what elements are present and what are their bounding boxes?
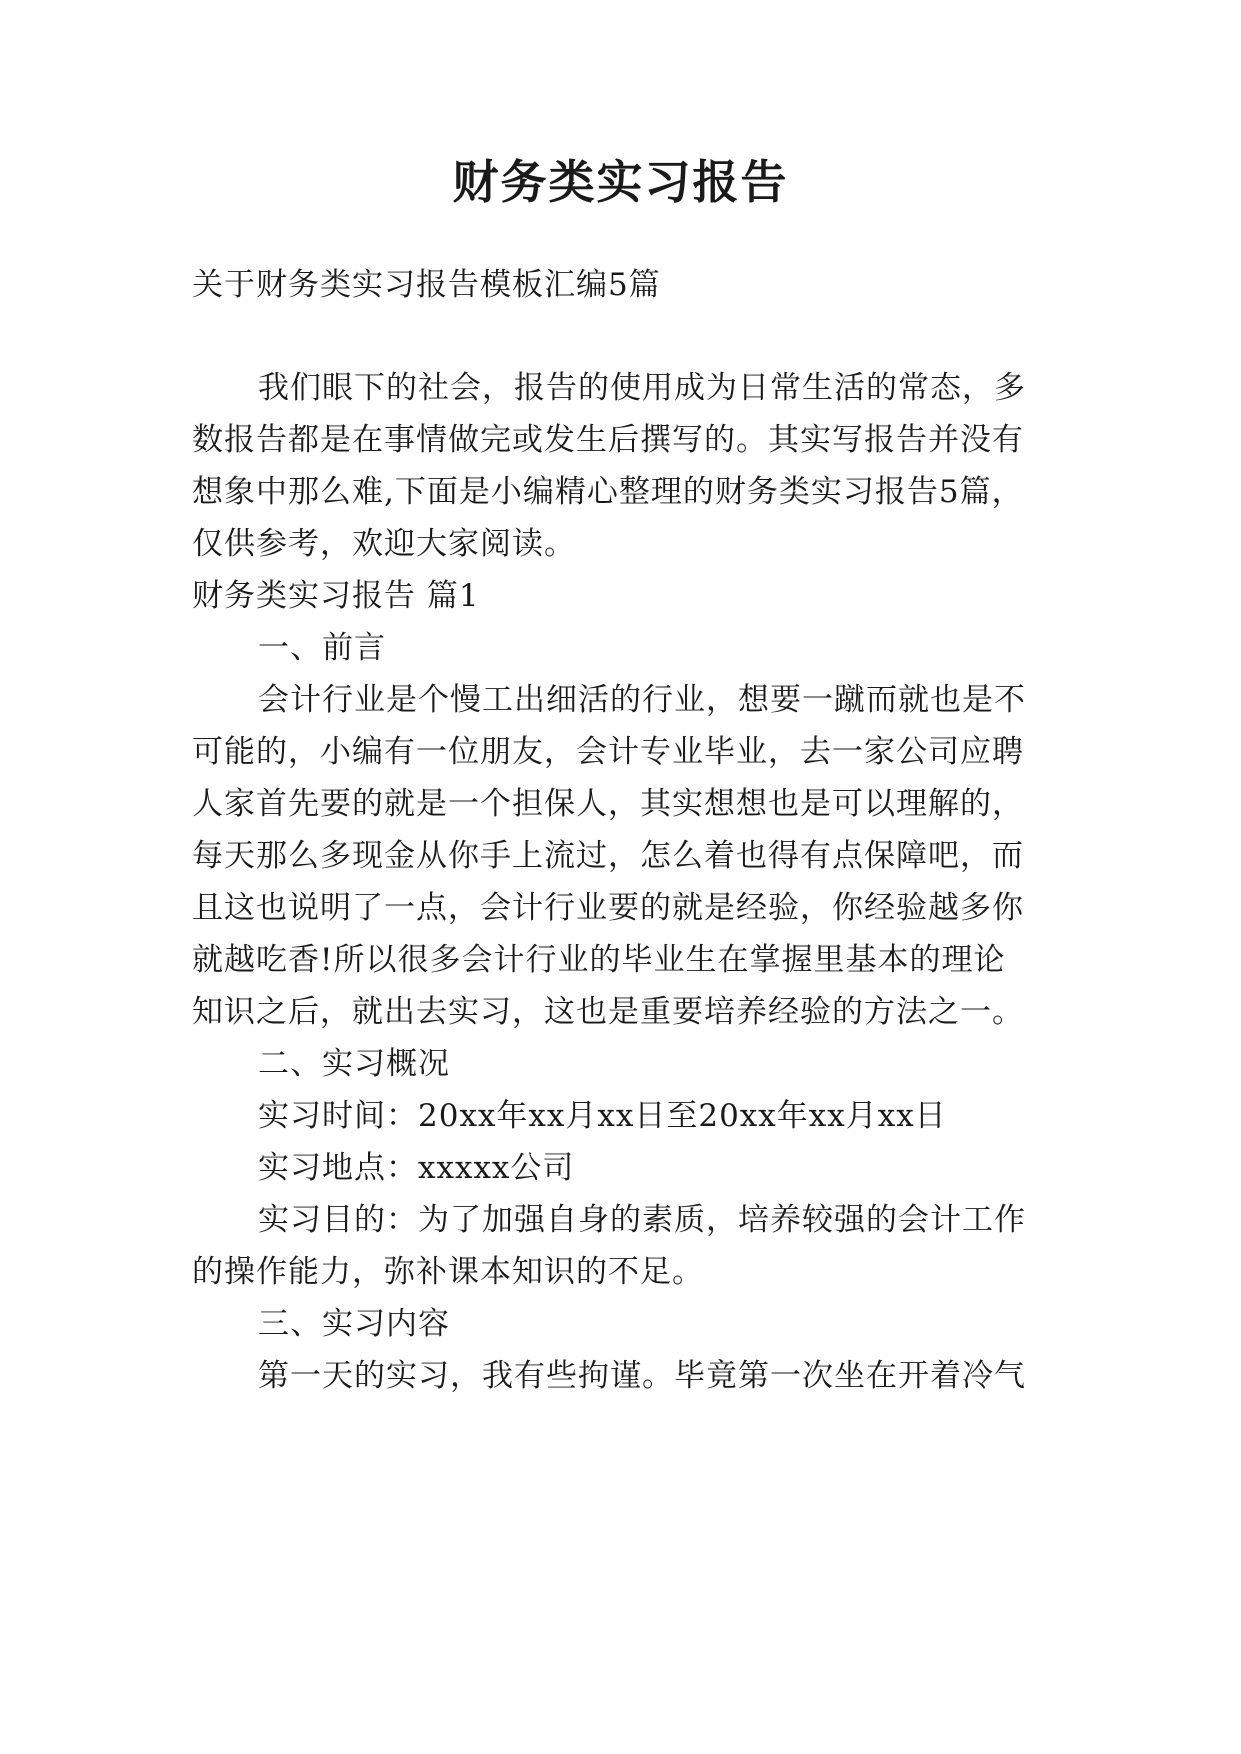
section-heading: 二、实习概况: [258, 1046, 450, 1082]
paragraph-line: 仅供参考，欢迎大家阅读。: [192, 526, 576, 562]
paragraph-line: 实习地点：xxxxx公司: [258, 1150, 575, 1186]
paragraph-line: 实习时间：20xx年xx月xx日至20xx年xx月xx日: [258, 1098, 947, 1134]
paragraph-line: 想象中那么难,下面是小编精心整理的财务类实习报告5篇，: [192, 474, 1024, 510]
document-title: 财务类实习报告: [452, 155, 789, 209]
paragraph-line: 我们眼下的社会，报告的使用成为日常生活的常态，多: [258, 370, 1026, 406]
paragraph-line: 实习目的：为了加强自身的素质，培养较强的会计工作: [258, 1202, 1026, 1238]
paragraph-line: 人家首先要的就是一个担保人，其实想想也是可以理解的，: [192, 786, 1024, 822]
paragraph-line: 数报告都是在事情做完或发生后撰写的。其实写报告并没有: [192, 422, 1024, 458]
paragraph-line: 知识之后，就出去实习，这也是重要培养经验的方法之一。: [192, 994, 1024, 1030]
section-heading: 三、实习内容: [258, 1306, 450, 1342]
paragraph-line: 的操作能力，弥补课本知识的不足。: [192, 1254, 704, 1290]
section-heading: 一、前言: [258, 630, 386, 666]
paragraph-line: 可能的，小编有一位朋友，会计专业毕业，去一家公司应聘: [192, 734, 1024, 770]
section-heading: 财务类实习报告 篇1: [192, 578, 480, 614]
document-subtitle: 关于财务类实习报告模板汇编5篇: [192, 267, 661, 303]
paragraph-line: 第一天的实习，我有些拘谨。毕竟第一次坐在开着冷气: [258, 1358, 1026, 1394]
paragraph-line: 每天那么多现金从你手上流过，怎么着也得有点保障吧，而: [192, 838, 1024, 874]
paragraph-line: 就越吃香!所以很多会计行业的毕业生在掌握里基本的理论: [192, 942, 1006, 978]
paragraph-line: 会计行业是个慢工出细活的行业，想要一蹴而就也是不: [258, 682, 1026, 718]
paragraph-line: 且这也说明了一点，会计行业要的就是经验，你经验越多你: [192, 890, 1024, 926]
